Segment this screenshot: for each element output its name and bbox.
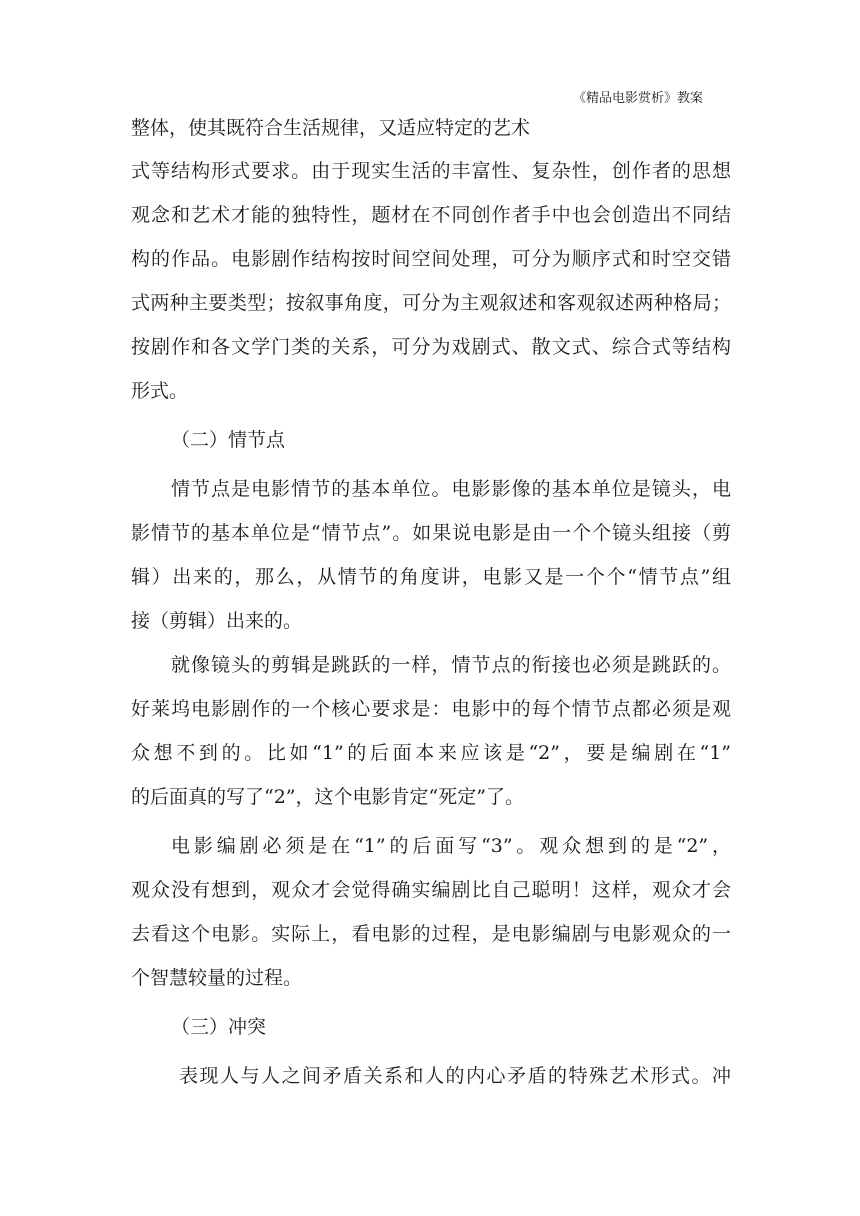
body-line: 情节点是电影情节的基本单位。电影影像的基本单位是镜头，电 <box>171 478 731 500</box>
body-line: 接（剪辑）出来的。 <box>131 610 303 632</box>
body-line: 形式。 <box>131 380 189 402</box>
section-heading: （二）情节点 <box>171 429 286 451</box>
body-line: 构的作品。电影剧作结构按时间空间处理，可分为顺序式和时空交错 <box>131 248 731 270</box>
body-line: 去看这个电影。实际上，看电影的过程，是电影编剧与电影观众的一 <box>131 923 731 945</box>
page-header-title: 《精品电影赏析》教案 <box>572 91 703 106</box>
body-line: 整体，使其既符合生活规律，又适应特定的艺术 <box>131 117 531 139</box>
body-line: 式等结构形式要求。由于现实生活的丰富性、复杂性，创作者的思想 <box>131 160 731 182</box>
body-line: 好莱坞电影剧作的一个核心要求是：电影中的每个情节点都必须是观 <box>131 698 731 720</box>
body-line: 按剧作和各文学门类的关系，可分为戏剧式、散文式、综合式等结构 <box>131 336 731 358</box>
section-heading: （三）冲突 <box>171 1016 267 1038</box>
body-line: 观众没有想到，观众才会觉得确实编剧比自己聪明！这样，观众才会 <box>131 879 731 901</box>
body-line: 电影编剧必须是在“1”的后面写“3”。观众想到的是“2”， <box>171 835 731 857</box>
body-line: 就像镜头的剪辑是跳跃的一样，情节点的衔接也必须是跳跃的。 <box>171 654 731 676</box>
body-line: 表现人与人之间矛盾关系和人的内心矛盾的特殊艺术形式。冲 <box>179 1065 731 1087</box>
body-line: 式两种主要类型；按叙事角度，可分为主观叙述和客观叙述两种格局； <box>131 292 731 314</box>
body-line: 众想不到的。比如“1”的后面本来应该是“2”，要是编剧在“1” <box>131 742 731 764</box>
body-line: 影情节的基本单位是“情节点”。如果说电影是由一个个镜头组接（剪 <box>131 522 731 544</box>
body-line: 观念和艺术才能的独特性，题材在不同创作者手中也会创造出不同结 <box>131 204 731 226</box>
body-line: 辑）出来的，那么，从情节的角度讲，电影又是一个个“情节点”组 <box>131 566 731 588</box>
body-line: 的后面真的写了“2”，这个电影肯定“死定”了。 <box>131 786 524 808</box>
body-line: 个智慧较量的过程。 <box>131 967 303 989</box>
